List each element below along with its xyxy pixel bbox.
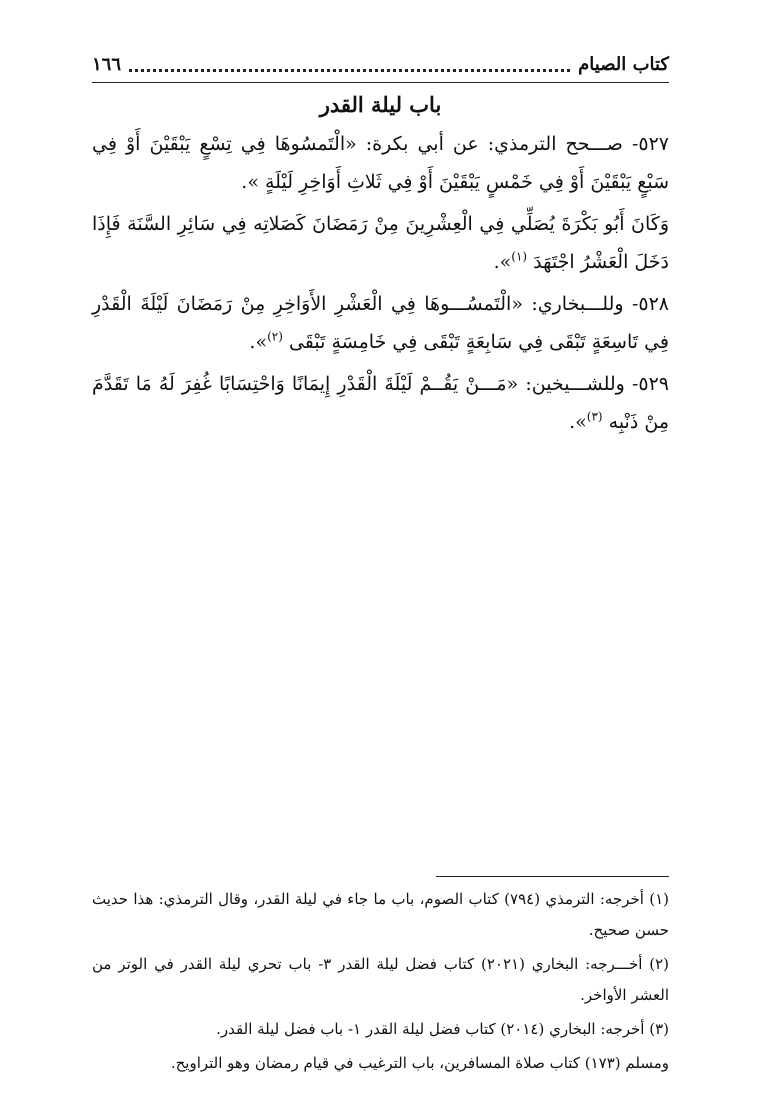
hadith-paragraph bbox=[92, 365, 669, 441]
body-text bbox=[92, 125, 669, 445]
footnote: (٢) أخـــرجه: البخاري (٢٠٢١) كتاب فضل ليلة القدر ٣- باب تحري ليلة القدر في الوتر من العشر الأواخر. bbox=[92, 955, 670, 1004]
header-rule bbox=[92, 82, 669, 83]
hadith-paragraph bbox=[92, 125, 669, 201]
footnote-separator bbox=[436, 876, 669, 877]
running-header bbox=[92, 50, 669, 78]
footnotes bbox=[92, 884, 669, 1082]
hadith-paragraph bbox=[92, 285, 669, 361]
footnote-reference[interactable]: (٢) bbox=[267, 329, 283, 344]
footnote: (١) أخرجه: الترمذي (٧٩٤) كتاب الصوم، باب ما جاء في ليلة القدر، وقال الترمذي: هذا حديث حسن صحيح. bbox=[92, 890, 669, 939]
page-number: ١٦٦ bbox=[92, 53, 122, 75]
paragraph-tail: ». bbox=[493, 251, 512, 273]
hadith-paragraph bbox=[92, 205, 669, 281]
paragraph-text: وَكَانَ أَبُو بَكْرَةَ يُصَلِّي فِي الْعِشْرِينَ مِنْ رَمَضَانَ كَصَلاتِه فِي سَائِرِ السَّنَة فَإِذَا دَخَلَ الْعَشْرُ اجْتَهَدَ bbox=[92, 213, 669, 273]
paragraph-text: ٥٢٧- صـــحح الترمذي: عن أبي بكرة: «الْتَمسُوهَا فِي تِسْعٍ يَبْقَيْنَ أَوْ فِي سَبْعٍ يَبْقَيْنَ أَوْ فِي خَمْسٍ يَبْقَيْنَ أَوْ فِي ثَلاثِ أَوَاخِرِ لَيْلَةٍ ». bbox=[92, 133, 669, 193]
paragraph-text: ٥٢٨- وللـــبخاري: «الْتَمسُـــوهَا فِي الْعَشْرِ الأَوَاخِرِ مِنْ رَمَضَانَ لَيْلَةَ الْقَدْرِ فِي تَاسِعَةٍ تَبْقَى فِي سَابِعَةٍ تَبْقَى فِي خَامِسَةٍ تَبْقَى bbox=[92, 293, 669, 353]
header-dot-leader bbox=[129, 69, 570, 72]
footnote-continuation: ومسلم (١٧٣) كتاب صلاة المسافرين، باب الترغيب في قيام رمضان وهو التراويح. bbox=[170, 1054, 669, 1072]
chapter-title: باب ليلة القدر bbox=[319, 92, 442, 117]
book-title: كتاب الصيام bbox=[578, 53, 669, 75]
paragraph-text: ٥٢٩- وللشـــيخين: «مَـــنْ يَقُــمْ لَيْلَةَ الْقَدْرِ إِيمَانًا وَاحْتِسَابًا غُفِرَ لَهُ مَا تَقَدَّمَ مِنْ ذَنْبِه bbox=[92, 373, 669, 433]
footnote: (٣) أخرجه: البخاري (٢٠١٤) كتاب فضل ليلة القدر ١- باب فضل ليلة القدر. bbox=[216, 1020, 669, 1038]
footnote-reference[interactable]: (١) bbox=[511, 249, 528, 264]
paragraph-tail: ». bbox=[569, 411, 587, 433]
footnote-reference[interactable]: (٣) bbox=[586, 409, 603, 424]
paragraph-tail: ». bbox=[249, 331, 268, 353]
